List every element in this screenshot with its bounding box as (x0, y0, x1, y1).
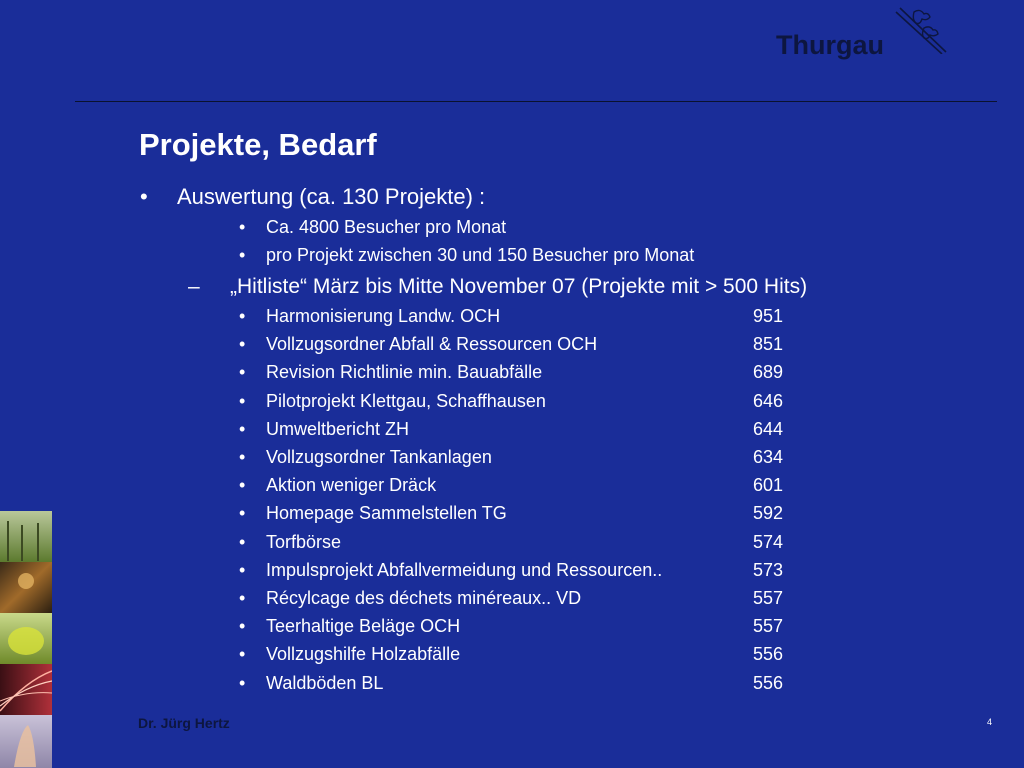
hit-project-name: Teerhaltige Beläge OCH (266, 616, 461, 637)
dash-icon: – (188, 275, 200, 298)
bullet-icon: • (239, 245, 246, 265)
bullet-icon: • (239, 475, 246, 496)
hit-project-name: Récylcage des déchets minéreaux.. VD (266, 588, 582, 608)
hit-count: 634 (753, 447, 784, 467)
intro-item-text: pro Projekt zwischen 30 und 150 Besucher pro Monat (266, 245, 695, 265)
hit-count: 951 (753, 306, 784, 326)
lions-emblem-icon (894, 6, 948, 54)
bullet-icon: • (140, 184, 148, 209)
hit-count: 851 (753, 334, 784, 355)
hit-project-name: Vollzugsordner Tankanlagen (266, 447, 492, 467)
bullet-icon: • (239, 588, 246, 608)
hit-count: 557 (753, 588, 784, 608)
bullet-icon: • (239, 362, 246, 383)
footer-author: Dr. Jürg Hertz (138, 715, 230, 731)
header-rule (75, 101, 997, 102)
bullet-icon: • (239, 217, 246, 237)
hit-count: 557 (753, 616, 784, 637)
page-number: 4 (987, 717, 993, 727)
hit-project-name: Impulsprojekt Abfallvermeidung und Ressourcen.. (266, 559, 663, 580)
hit-count: 601 (753, 475, 784, 496)
hit-project-name: Umweltbericht ZH (266, 418, 410, 439)
bullet-icon: • (239, 644, 246, 665)
hit-count: 573 (753, 559, 784, 580)
hit-project-name: Waldböden BL (266, 672, 384, 693)
hit-count: 592 (753, 503, 784, 524)
hit-project-name: Homepage Sammelstellen TG (266, 503, 507, 524)
hit-project-name: Torfbörse (266, 531, 342, 552)
hit-count: 556 (753, 672, 784, 693)
hit-project-name: Harmonisierung Landw. OCH (266, 306, 501, 326)
bullet-icon: • (239, 559, 246, 580)
hit-project-name: Aktion weniger Dräck (266, 475, 437, 496)
intro-item-text: Ca. 4800 Besucher pro Monat (266, 217, 507, 237)
logo-text: Thurgau (776, 30, 884, 60)
bullet-icon: • (239, 531, 246, 552)
decorative-photo-strip (0, 511, 52, 768)
bullet-icon: • (239, 616, 246, 637)
hit-count: 644 (753, 418, 784, 439)
bullet-icon: • (239, 672, 246, 693)
hit-project-name: Pilotprojekt Klettgau, Schaffhausen (266, 390, 546, 411)
thurgau-logo (776, 30, 884, 61)
bullet-icon: • (239, 390, 246, 411)
bullet-icon: • (239, 306, 246, 326)
hit-count: 574 (753, 531, 784, 552)
slide-title: Projekte, Bedarf (139, 127, 377, 162)
bullet-icon: • (239, 334, 246, 355)
bullet-icon: • (239, 447, 246, 467)
hit-count: 646 (753, 390, 784, 411)
bullet-text: Auswertung (ca. 130 Projekte) : (177, 184, 486, 209)
hit-count: 689 (753, 362, 784, 383)
hit-project-name: Revision Richtlinie min. Bauabfälle (266, 362, 543, 383)
hit-project-name: Vollzugsordner Abfall & Ressourcen OCH (266, 334, 598, 355)
hit-count: 556 (753, 644, 784, 665)
bullet-icon: • (239, 418, 246, 439)
bullet-icon: • (239, 503, 246, 524)
hitliste-text: „Hitliste“ März bis Mitte November 07 (Projekte mit > 500 Hits) (230, 275, 808, 298)
hit-project-name: Vollzugshilfe Holzabfälle (266, 644, 461, 665)
